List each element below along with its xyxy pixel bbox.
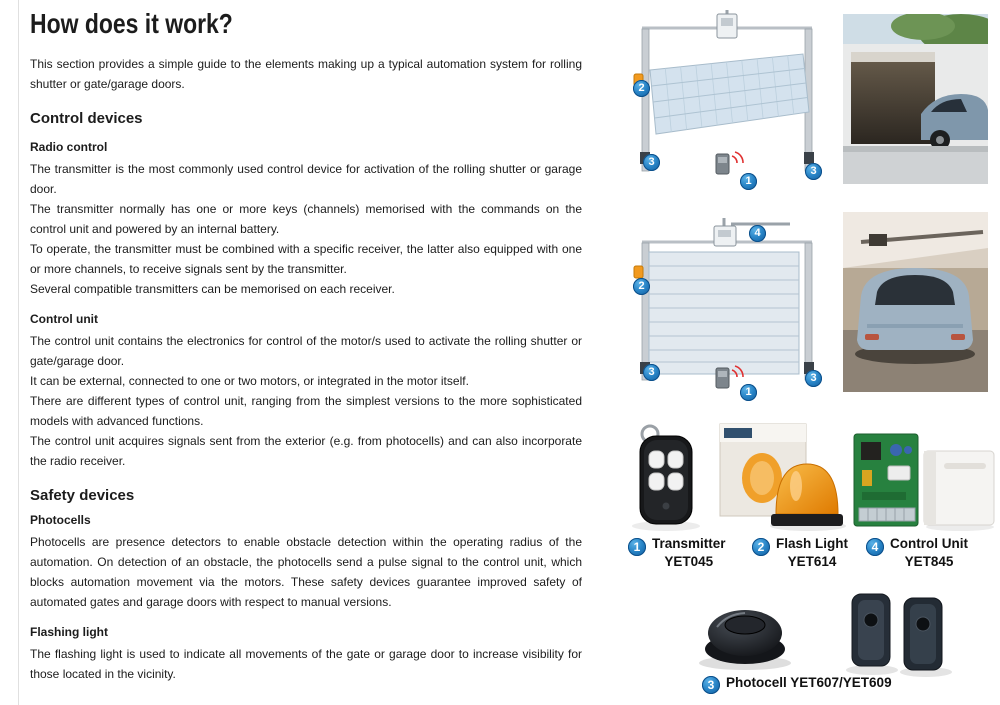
remote-transmitter-icon	[716, 152, 743, 174]
marker-flash-light: 2	[633, 80, 650, 97]
control-unit-board-photo	[850, 430, 924, 532]
garage-exterior-illustration	[843, 14, 988, 184]
product-model: YET614	[787, 554, 837, 569]
transmitter-illustration	[620, 418, 712, 533]
left-margin-rule	[18, 0, 19, 705]
transmitter-product-photo	[620, 418, 712, 533]
section-heading-safety-devices: Safety devices	[30, 487, 135, 504]
marker-control-unit: 4	[749, 225, 766, 242]
photocell-round-illustration	[685, 593, 805, 673]
product-name: Photocell YET607/YET609	[726, 675, 892, 690]
garage-exterior-photo	[843, 14, 988, 184]
intro-text: This section provides a simple guide to the elements making up a typical automation system for rolling shutter or gate/garage doors.	[30, 57, 582, 91]
body-paragraph: The control unit contains the electronics for control of the motor/s used to activate the rolling shutter or gate/garage door.	[30, 334, 582, 368]
product-number-badge: 4	[866, 538, 884, 556]
transformer-component	[861, 442, 881, 460]
control-unit-enclosure-photo	[920, 445, 998, 533]
body-paragraph: The flashing light is used to indicate all movements of the gate or garage door to increase visibility for those located in the vicinity.	[30, 647, 582, 681]
marker-transmitter: 1	[740, 173, 757, 190]
product-name: Control Unit	[890, 536, 968, 551]
product-model: YET045	[664, 554, 714, 569]
photocell-sensor-right	[904, 598, 942, 670]
product-number-badge: 1	[628, 538, 646, 556]
product-label-control-unit	[866, 536, 968, 569]
subheading-photocells: Photocells	[30, 513, 91, 527]
photocell-pair-illustration	[842, 588, 957, 678]
body-paragraph: There are different types of control unit, ranging from the simplest versions to the more sophisticated models with advanced functions.	[30, 394, 582, 428]
photocell-pair-photo	[842, 588, 957, 678]
slatted-door	[649, 252, 799, 374]
page-title: How does it work?	[30, 8, 233, 39]
product-number-badge: 2	[752, 538, 770, 556]
body-paragraph: The transmitter normally has one or more keys (channels) memorised with the commands on the control unit and powered by an internal battery.	[30, 202, 582, 236]
product-label-flash-light	[752, 536, 848, 569]
tilted-door-panel	[650, 54, 809, 134]
product-model: YET845	[904, 554, 954, 569]
subheading-flashing-light: Flashing light	[30, 625, 108, 639]
marker-photocell-right: 3	[805, 370, 822, 387]
subheading-control-unit: Control unit	[30, 312, 98, 326]
marker-photocell-left: 3	[643, 364, 660, 381]
flashing-light-icon	[634, 266, 643, 278]
body-paragraph: Several compatible transmitters can be memorised on each receiver.	[30, 282, 395, 296]
marker-photocell-left: 3	[643, 154, 660, 171]
photocell-round-photo	[685, 593, 805, 673]
product-label-transmitter	[628, 536, 726, 569]
garage-door-open-diagram	[620, 8, 834, 192]
product-number-badge: 3	[702, 676, 720, 694]
product-name: Transmitter	[652, 536, 726, 551]
product-label-photocell	[702, 674, 892, 694]
garage-interior-illustration	[843, 212, 988, 392]
garage-interior-photo	[843, 212, 988, 392]
control-unit-illustration	[850, 430, 924, 532]
marker-transmitter: 1	[740, 384, 757, 401]
body-paragraph: Photocells are presence detectors to enable obstacle detection within the operating radius of the automation. On detection of an obstacle, the photocells send a pulse signal to the control unit, which blocks automation movement via the motors. These safety devices guarantee improved safety of automated gates and garage doors with respect to manual versions.	[30, 535, 582, 609]
enclosure-illustration	[920, 445, 998, 533]
section-heading-control-devices: Control devices	[30, 110, 143, 127]
text-column	[30, 6, 582, 684]
body-paragraph: It can be external, connected to one or two motors, or integrated in the motor itself.	[30, 374, 469, 388]
car-icon	[855, 268, 975, 364]
body-paragraph: The transmitter is the most commonly used control device for activation of the rolling shutter or garage door.	[30, 162, 582, 196]
photocell-sensor-left	[852, 594, 890, 666]
marker-flash-light: 2	[633, 278, 650, 295]
product-name: Flash Light	[776, 536, 848, 551]
motor-unit-icon	[717, 10, 737, 38]
garage-door-closed-diagram	[620, 210, 834, 398]
flash-light-illustration	[714, 420, 846, 532]
ceiling-motor-icon	[869, 234, 887, 246]
flash-light-product-photo	[714, 420, 846, 532]
subheading-radio-control: Radio control	[30, 140, 108, 154]
body-paragraph: To operate, the transmitter must be combined with a specific receiver, the latter also equipped with one or more channels, to receive signals sent by the transmitter.	[30, 242, 582, 276]
marker-photocell-right: 3	[805, 163, 822, 180]
body-paragraph: The control unit acquires signals sent from the exterior (e.g. from photocells) and can also incorporate the radio receiver.	[30, 434, 582, 468]
